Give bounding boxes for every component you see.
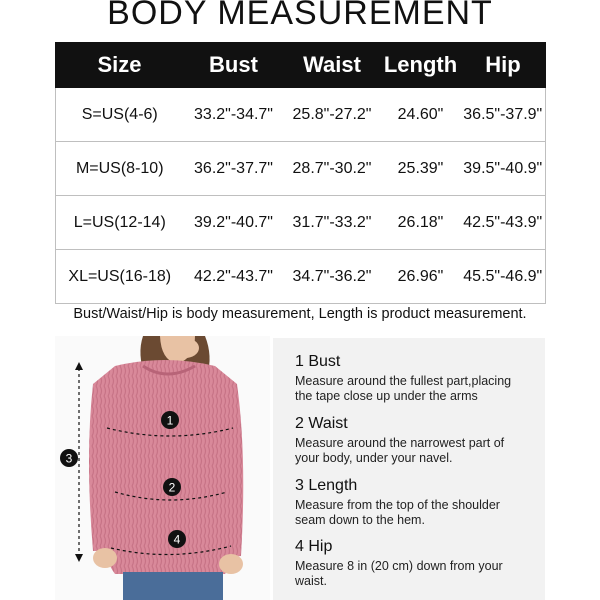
measurement-note: Bust/Waist/Hip is body measurement, Length is product measurement. bbox=[73, 306, 527, 322]
step-desc-line: waist. bbox=[295, 574, 327, 588]
cell-hip: 45.5"-46.9" bbox=[461, 250, 546, 304]
step-title: 1 Bust bbox=[295, 353, 341, 370]
table-header-row bbox=[56, 43, 546, 88]
cell-length: 25.39" bbox=[381, 142, 461, 196]
step-waist bbox=[295, 414, 545, 466]
right-hand bbox=[219, 554, 243, 574]
svg-text:2: 2 bbox=[168, 480, 176, 495]
step-desc-line: Measure 8 in (20 cm) down from your bbox=[295, 559, 503, 573]
svg-text:3: 3 bbox=[65, 451, 73, 466]
cell-size: XL=US(16-18) bbox=[56, 250, 184, 304]
cell-size: L=US(12-14) bbox=[56, 196, 184, 250]
left-hand bbox=[93, 548, 117, 568]
page-title: BODY MEASUREMENT bbox=[107, 0, 493, 32]
step-title: 2 Waist bbox=[295, 415, 348, 432]
header-hip: Hip bbox=[461, 43, 546, 88]
cell-length: 26.96" bbox=[381, 250, 461, 304]
marker-3 bbox=[60, 449, 78, 467]
cell-waist: 25.8"-27.2" bbox=[284, 88, 381, 142]
sweater-left-sleeve bbox=[89, 366, 117, 551]
cell-size: S=US(4-6) bbox=[56, 88, 184, 142]
step-description bbox=[295, 559, 545, 589]
step-hip bbox=[295, 537, 545, 589]
table-row bbox=[56, 250, 546, 304]
cell-length: 24.60" bbox=[381, 88, 461, 142]
cell-bust: 39.2"-40.7" bbox=[184, 196, 284, 250]
measurement-steps-panel bbox=[273, 338, 545, 600]
step-desc-line: the tape close up under the arms bbox=[295, 389, 478, 403]
step-description bbox=[295, 436, 545, 466]
header-waist: Waist bbox=[284, 43, 381, 88]
table-row bbox=[56, 88, 546, 142]
step-desc-line: your body, under your navel. bbox=[295, 451, 453, 465]
cell-bust: 33.2"-34.7" bbox=[184, 88, 284, 142]
marker-4 bbox=[168, 530, 186, 548]
table-row bbox=[56, 142, 546, 196]
marker-1 bbox=[161, 411, 179, 429]
step-description bbox=[295, 374, 545, 404]
sweater-illustration bbox=[55, 336, 270, 600]
sweater-measurement-photo bbox=[55, 336, 270, 600]
step-title: 3 Length bbox=[295, 477, 358, 494]
step-desc-line: Measure from the top of the shoulder bbox=[295, 498, 500, 512]
header-bust: Bust bbox=[184, 43, 284, 88]
step-title: 4 Hip bbox=[295, 538, 333, 555]
step-desc-line: Measure around the fullest part,placing bbox=[295, 374, 512, 388]
header-length: Length bbox=[381, 43, 461, 88]
cell-size: M=US(8-10) bbox=[56, 142, 184, 196]
table-row bbox=[56, 196, 546, 250]
svg-text:1: 1 bbox=[166, 413, 174, 428]
step-length bbox=[295, 476, 545, 528]
cell-waist: 28.7"-30.2" bbox=[284, 142, 381, 196]
cell-waist: 34.7"-36.2" bbox=[284, 250, 381, 304]
step-desc-line: seam down to the hem. bbox=[295, 513, 425, 527]
cell-hip: 42.5"-43.9" bbox=[461, 196, 546, 250]
cell-length: 26.18" bbox=[381, 196, 461, 250]
cell-waist: 31.7"-33.2" bbox=[284, 196, 381, 250]
jeans bbox=[123, 572, 223, 600]
cell-hip: 36.5"-37.9" bbox=[461, 88, 546, 142]
step-description bbox=[295, 498, 545, 528]
size-chart-table bbox=[55, 42, 546, 304]
marker-2 bbox=[163, 478, 181, 496]
svg-text:4: 4 bbox=[173, 532, 181, 547]
header-size: Size bbox=[56, 43, 184, 88]
cell-bust: 36.2"-37.7" bbox=[184, 142, 284, 196]
cell-bust: 42.2"-43.7" bbox=[184, 250, 284, 304]
hand bbox=[171, 338, 199, 358]
cell-hip: 39.5"-40.9" bbox=[461, 142, 546, 196]
step-desc-line: Measure around the narrowest part of bbox=[295, 436, 505, 450]
step-bust bbox=[295, 352, 545, 404]
